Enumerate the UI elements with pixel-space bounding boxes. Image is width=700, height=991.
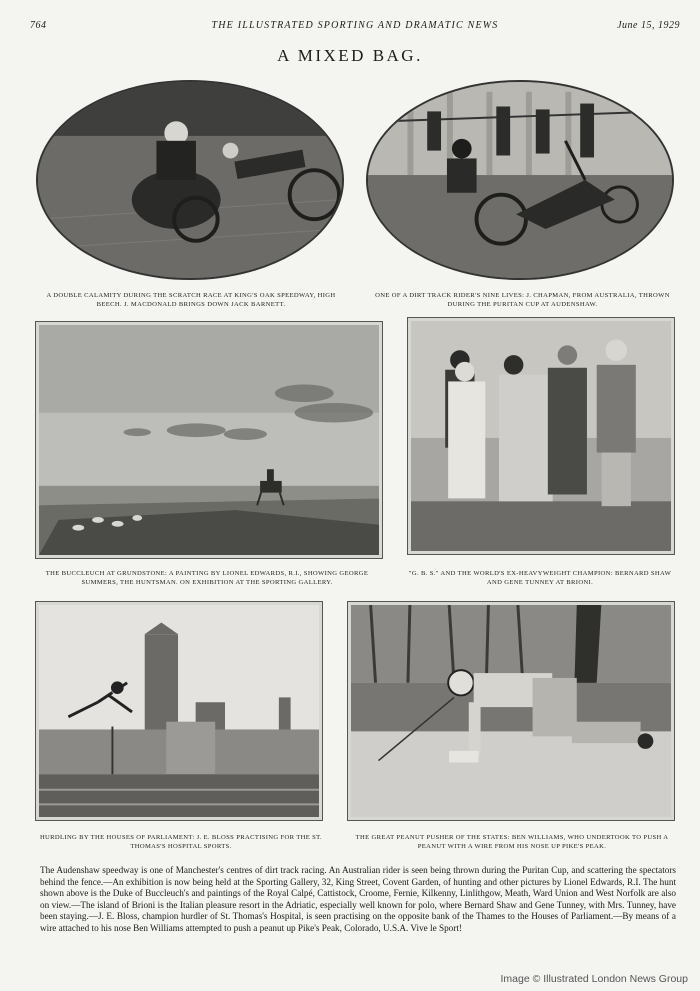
masthead: THE ILLUSTRATED SPORTING AND DRAMATIC NEWS	[211, 20, 499, 31]
photo-dirt-track-rider-thrown	[366, 80, 674, 280]
image-credit: Image © Illustrated London News Group	[500, 973, 688, 985]
caption-photo-2: ONE OF A DIRT TRACK RIDER'S NINE LIVES: J. CHAPMAN, FROM AUSTRALIA, THROWN DURING THE PURITAN CUP AT AUDENSHAW.	[375, 292, 670, 308]
issue-date: June 15, 1929	[617, 20, 680, 31]
caption-photo-5: HURDLING BY THE HOUSES OF PARLIAMENT: J. E. BLOSS PRACTISING FOR THE ST. THOMAS'S HOSPITAL SPORTS.	[39, 834, 323, 850]
caption-photo-6: THE GREAT PEANUT PUSHER OF THE STATES: BEN WILLIAMS, WHO UNDERTOOK TO PUSH A PEANUT WITH A WIRE FROM HIS NOSE UP PIKE'S PEAK.	[355, 834, 669, 850]
caption-photo-3: THE BUCCLEUCH AT GRUNDSTONE: A PAINTING BY LIONEL EDWARDS, R.I., SHOWING GEORGE SUMMERS, THE HUNTSMAN. ON EXHIBITION AT THE SPORTING GALLERY.	[45, 570, 369, 586]
caption-photo-1: A DOUBLE CALAMITY DURING THE SCRATCH RACE AT KING'S OAK SPEEDWAY, HIGH BEECH. J. MACDONALD BRINGS DOWN JACK BARNETT.	[46, 292, 336, 308]
photo-speedway-crash-high-beech	[36, 80, 344, 280]
article-body: The Audenshaw speedway is one of Manchester's centres of dirt track racing. An Australian rider is seen being thrown during the Puritan Cup, and scattering the spectators behind the fence.—An exhibition is now being held at the Sporting Gallery, 32, King Street, Covent Garden, of hunting and other pictures by Lionel Edwards, R.I. The hunt shown above is the Duke of Buccleuch's and paintings of the Royal Calpé, Cattistock, Croome, Fernie, Kilkenny, Linlithgow, Meath, Ward Union and West Norfolk are also on view.—The island of Brioni is the Italian pleasure resort in the Adriatic, especially well known for polo, where Bernard Shaw and Gene Tunney, with Mrs. Tunney, have been staying.—J. E. Bloss, champion hurdler of St. Thomas's Hospital, is seen practising on the opposite bank of the Thames to the Houses of Parliament.—By means of a wire attached to his nose Ben Williams attempted to push a peanut up Pike's Peak, Colorado, U.S.A. Vive le Sport!	[40, 865, 676, 933]
page-title: A MIXED BAG.	[277, 46, 423, 65]
page-number: 764	[30, 20, 47, 31]
caption-photo-4: "G. B. S." AND THE WORLD'S EX-HEAVYWEIGHT CHAMPION: BERNARD SHAW AND GENE TUNNEY AT BRIONI.	[408, 570, 672, 586]
photo-peanut-pusher-ben-williams	[348, 602, 674, 820]
photo-hurdling-houses-of-parliament	[36, 602, 322, 820]
photo-buccleuch-hunt-painting	[36, 322, 382, 558]
page-header	[30, 20, 680, 36]
photo-shaw-and-tunney-brioni	[408, 318, 674, 554]
